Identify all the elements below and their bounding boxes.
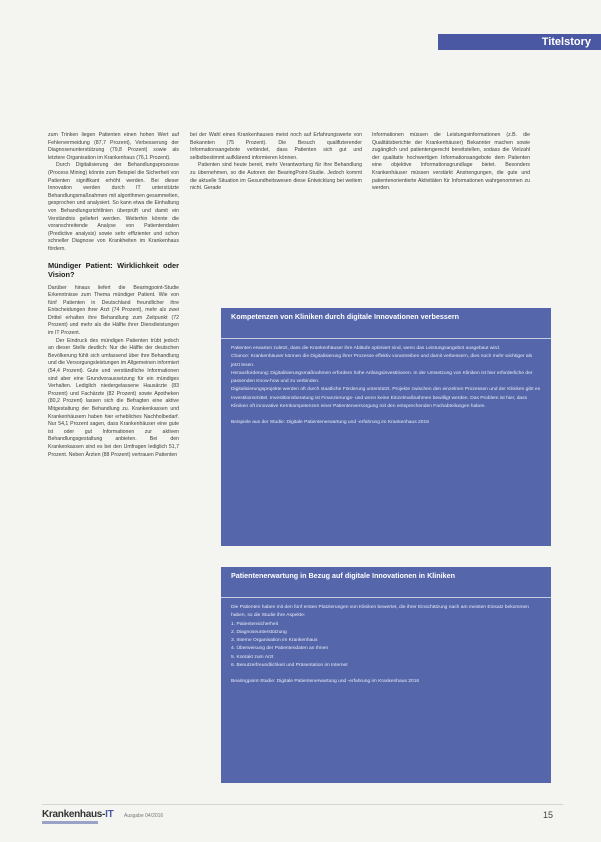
page-number: 15 [542, 810, 553, 820]
info-source: Bearingpoint-Studie: Digitale Patientenerwartung und -erfahrung im Krankenhaus 2016 [231, 679, 420, 685]
footer-divider [42, 804, 563, 805]
list-item: 2. Diagnoseunterstützung [231, 629, 287, 635]
list-item: 3. Interne Organisation im Krankenhaus [231, 638, 318, 644]
info-box-header [221, 567, 551, 598]
info-box-header [221, 308, 551, 339]
list-item: 5. Kontakt zum Arzt [231, 654, 274, 660]
info-source: Beispiele aus der Studie: Digitale Patientenerwartung und -erfahrung im Krankenhaus 2016 [231, 420, 429, 426]
info-line: Digitalisierungsprojekte werden oft durch staatliche Förderung unterstützt. Projekte zwischen den einzelnen Prozessen und der Kliniken gibt es Investitionsmittel. Investitionsberatung ist Finanzierungs- und wenn keine Einzelmaßnahmen bewilligt werden. Das Problem ist hier, dass Kliniken oft innovative Kernkompetenzen einer Patientenversorgung mit den entsprechenden Fachabteilungen haben. [231, 387, 541, 410]
paragraph: Patienten sind heute bereit, mehr Verantwortung für ihre Behandlung zu übernehmen, so die Autoren der BearingPoint-Studie. Jedoch kommt die aktuelle Situation im Gesundheitswesen diese Entwicklung bei weitem nicht. Gerade [190, 162, 362, 192]
list-item: 6. Benutzerfreundlichkeit und Präsentation im Internet [231, 663, 348, 669]
info-box-title: Kompetenzen von Kliniken durch digitale Innovationen verbessern [231, 312, 460, 321]
info-box-competences [221, 308, 551, 546]
logo-text: Krankenhaus- [42, 809, 106, 820]
paragraph: zum Trinken liegen Patienten einen hohen Wert auf Fehlervermeidung (87,7 Prozent), Verbesserung der Diagnosenunterstützung (79,8 Prozent) sowie als letztere Organisation im Krankenhaus (76,1 Prozent). [48, 132, 179, 161]
info-box-title: Patientenerwartung in Bezug auf digitale Innovationen in Kliniken [231, 571, 456, 580]
info-line: Patienten erwarten zuletzt, dass die Krankenhäuser ihre Abläufe optimiert sind, wenn das Leistungsangebot ausgebaut wird. [231, 346, 501, 351]
article-column-1 [48, 132, 179, 459]
subheading: Mündiger Patient: Wirklichkeit oder Vision? [48, 260, 179, 279]
list-item: 4. Überweisung der Patientendaten an Ihnen [231, 646, 329, 652]
article-column-3 [372, 132, 530, 193]
info-line: Herausforderung: Digitalisierungsmaßnahmen erfordern hohe Anfangsinvestitionen. In der Umsetzung von Kliniken ist hier erforderliche der passenden Know-how und zu verbinden. [231, 370, 533, 385]
info-intro: Die Patienten haben mit den fünf ersten Platzierungen von Kliniken bewertet, die ihrer Einschätzung nach am meisten Einsatz bekommen haben, so die Studie ihre Aspekte: [231, 605, 529, 619]
paragraph: Durch Digitalisierung der Behandlungsprozesse (Process Mining) könnte zum Beispiel die Sicherheit von Patienten signifikant erhöht werden. Bei dieser Innovation werden durch IT unterstützte Behandlungsmaßnahmen mit algorithmen gesammelten, gesprochen und analysiert. So kann etwa die Einhaltung von Behandlungsrichtlinien überprüft und damit ein Verständnis geliefert werden. Weiterhin könnte die voranschreitende Analyse von Patientendaten (Predictive analysis) sowie sehr effizienter und schon schneller Diagnose von Krankheiten im Krankenhaus fördern. [48, 162, 179, 252]
info-box-expectations [221, 567, 551, 783]
logo-underline [42, 821, 98, 824]
section-tag: Titelstory [438, 34, 601, 50]
paragraph: bei der Wahl eines Krankenhauses meist noch auf Erfahrungswerte von Bekannten (75 Prozent). Die Besuch qualifizierender Informationsangebote verbindet, dass Patienten sich gut und selbstbestimmt aufklärend informieren können. [190, 132, 362, 161]
paragraph: Darüber hinaus liefert die Bearingpoint-Studie Erkenntnisse zum Thema mündiger Patient. Wie von fünf Patienten in Deutschland freundlicher ihre Entscheidungen ihrer Arzt (74 Prozent), mehr als zwei Drittel erhalten ihre Behandlung zum Zeitpunkt (72 Prozent) und mehr als die Hälfte ihrer Dienstleistungen im IT Prozent. [48, 284, 179, 337]
paragraph: Informationen müssen die Leistungsinformationen (z.B. die Qualitätsberichte der Krankenhäuser) Bekannter machen sowie zugänglich und patientengerecht bereitstellen, sodass die Vielzahl der qualitativ hochwertigen Informationsangebote dem Patienten eine objektive Informationsgrundlage bietet. Besonders Krankenhäuser müssen verstärkt Anstrengungen, die gute und patientenorientierte Aktivitäten für Informationen wahrgenommen zu werden. [372, 132, 530, 192]
issue-label: Ausgabe 04/2016 [124, 813, 164, 819]
info-box-body [231, 345, 541, 428]
magazine-logo [42, 809, 113, 820]
info-box-body [231, 604, 541, 687]
paragraph: Der Eindruck des mündigen Patienten trübt jedoch an dieser Stelle deutlich: Nur die Hälfte der deutschen Bevölkerung fühlt sich umfassend über ihre Behandlung und die Versorgungsleistungen im Allgemeinen informiert (54,4 Prozent). Gute und verständliche Informationen sind aber eine Grundvoraussetzung für ein mündiges Verhalten. Lediglich niedergelassene Hausärzte (83 Prozent) und Fachärzte (82 Prozent) sowie Apotheken (80,2 Prozent) lassen sich die Befragten eine aktive Mitgestaltung der Behandlung zu. Krankenkassen und Krankenhäusern haben hier erhebliches Nachholbedarf. Nur 54,1 Prozent sagen, dass Krankenhäuser eine gute ist oder gut Informationen zur aktiven Behandlungsgestaltung anbieten. Bei den Krankenkassen sind es bei den Umfragen lediglich 51,7 Prozent. Neben Ärzten (88 Prozent) vertrauen Patienten [48, 337, 179, 458]
list-item: 1. Patientensicherheit [231, 621, 279, 627]
info-line: Chance: Krankenhäuser können die Digitalisierung ihrer Prozesse effektiv vorantreiben und damit verbessern, dies noch mehr wichtiger als jetzt lesen. [231, 354, 533, 368]
logo-it: IT [105, 809, 114, 820]
article-column-2 [190, 132, 362, 193]
